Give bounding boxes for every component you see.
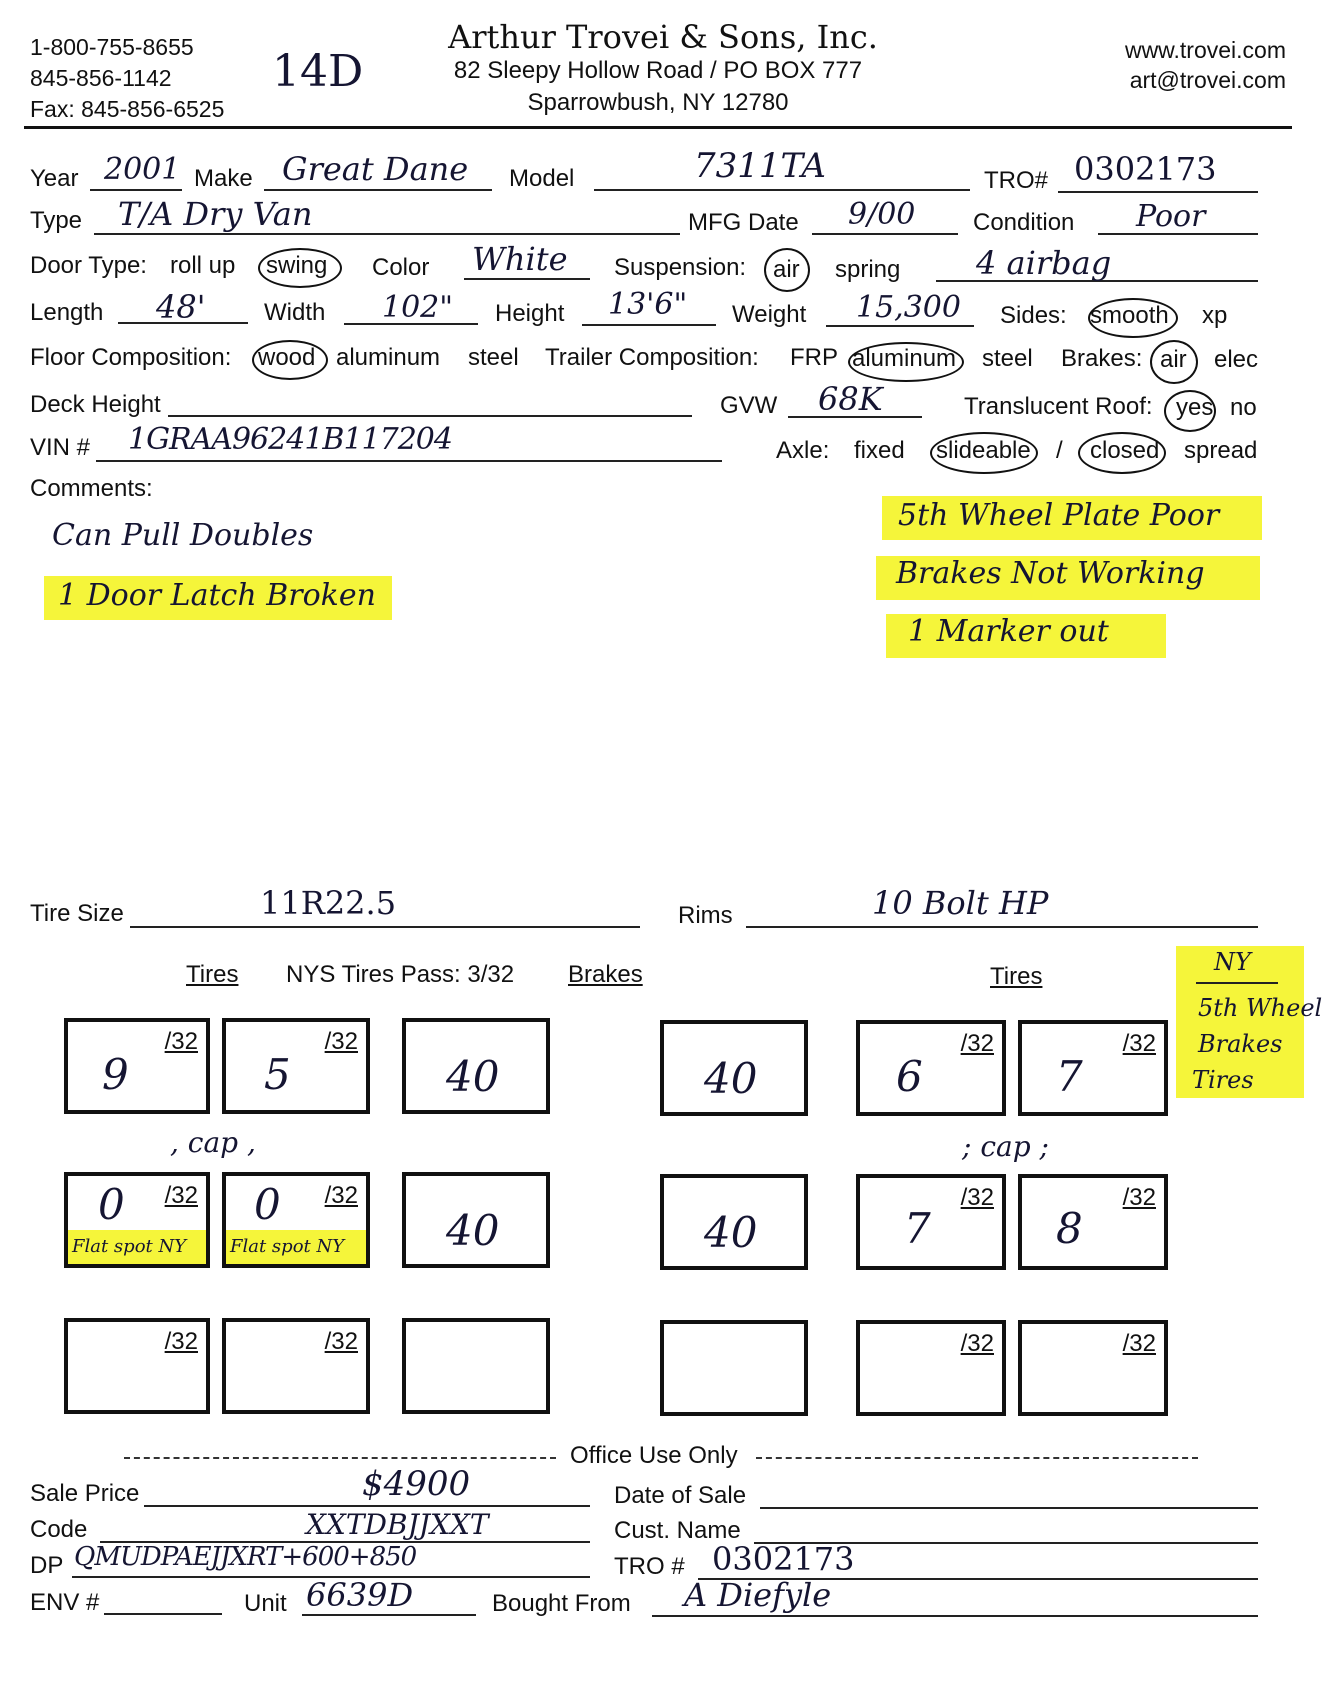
- fraction-label: /32: [960, 1030, 994, 1057]
- tro-label: TRO#: [984, 167, 1049, 194]
- trailer-aluminum-circle: [848, 342, 964, 382]
- type-label: Type: [30, 207, 83, 234]
- tire-size-value[interactable]: 11R22.5: [260, 884, 397, 922]
- brake-value: 40: [704, 1054, 758, 1103]
- brakes-label: Brakes:: [1061, 345, 1143, 372]
- dp-label: DP: [30, 1552, 64, 1579]
- tires-right-column-header: Tires: [990, 963, 1043, 990]
- suspension-air-circle: [764, 248, 810, 292]
- floor-option-aluminum[interactable]: aluminum: [336, 344, 441, 371]
- flat-spot-note[interactable]: Flat spot NY: [230, 1236, 345, 1257]
- tire-box-r1-lt1[interactable]: [64, 1018, 210, 1114]
- header-divider: [24, 126, 1292, 129]
- fraction-label: /32: [1122, 1030, 1156, 1057]
- nys-tires-pass: NYS Tires Pass: 3/32: [286, 961, 515, 988]
- dp-value[interactable]: QMUDPAEJJXRT+600+850: [74, 1542, 417, 1572]
- axle-slash: /: [1056, 437, 1063, 464]
- suspension-option-air[interactable]: air: [773, 256, 800, 283]
- comment-right-2[interactable]: Brakes Not Working: [896, 556, 1205, 591]
- comment-right-3[interactable]: 1 Marker out: [908, 614, 1109, 649]
- side-note-2[interactable]: 5th Wheel: [1198, 994, 1323, 1022]
- office-divider-left: [124, 1457, 556, 1459]
- comments-label: Comments:: [30, 475, 153, 502]
- sides-option-xp[interactable]: xp: [1202, 302, 1228, 329]
- comment-left-1[interactable]: Can Pull Doubles: [52, 518, 314, 553]
- width-value[interactable]: 102": [382, 290, 454, 325]
- phone-2: 845-856-1142: [30, 65, 172, 91]
- suspension-option-spring[interactable]: spring: [835, 256, 901, 283]
- tire-box-r2-rt2[interactable]: [1018, 1174, 1168, 1270]
- suspension-label: Suspension:: [614, 254, 747, 281]
- brake-value: 40: [446, 1206, 500, 1255]
- brake-box-r3-right[interactable]: [660, 1320, 808, 1416]
- brakes-air-circle: [1150, 340, 1198, 384]
- fraction-label: /32: [324, 1328, 358, 1355]
- unit-line: [302, 1614, 476, 1616]
- model-label: Model: [509, 165, 575, 192]
- company-address-2: Sparrowbush, NY 12780: [527, 89, 789, 116]
- axle-closed-circle: [1078, 432, 1166, 474]
- model-value[interactable]: 7311TA: [694, 146, 826, 186]
- trailer-comp-aluminum[interactable]: aluminum: [852, 345, 957, 372]
- tire-depth-value: 7: [904, 1204, 931, 1253]
- tire-box-r3-rt2[interactable]: [1018, 1320, 1168, 1416]
- office-title: Office Use Only: [570, 1442, 738, 1469]
- tire-depth-value: 7: [1056, 1052, 1083, 1101]
- phone-1: 1-800-755-8655: [30, 34, 194, 60]
- height-value[interactable]: 13'6": [608, 287, 688, 322]
- tire-box-r1-rt1[interactable]: [856, 1020, 1006, 1116]
- roof-option-yes[interactable]: yes: [1176, 394, 1214, 421]
- year-line: [90, 189, 182, 191]
- tire-depth-value: 0: [98, 1180, 125, 1229]
- width-label: Width: [264, 299, 326, 326]
- axle-option-closed[interactable]: closed: [1090, 437, 1160, 464]
- fraction-label: /32: [164, 1182, 198, 1209]
- unit-value[interactable]: 6639D: [306, 1576, 414, 1614]
- sides-smooth-circle: [1088, 298, 1178, 338]
- year-label: Year: [30, 165, 79, 192]
- deck-height-line: [168, 415, 692, 417]
- gvw-label: GVW: [720, 392, 778, 419]
- tire-depth-value: 9: [102, 1050, 129, 1099]
- fax: Fax: 845-856-6525: [30, 96, 225, 122]
- flat-spot-note[interactable]: Flat spot NY: [72, 1236, 187, 1257]
- side-note-4[interactable]: Tires: [1192, 1066, 1254, 1094]
- type-value[interactable]: T/A Dry Van: [118, 195, 313, 233]
- tire-depth-value: 0: [254, 1180, 281, 1229]
- axle-option-spread[interactable]: spread: [1184, 437, 1258, 464]
- height-line: [582, 324, 716, 326]
- rims-label: Rims: [678, 902, 733, 929]
- floor-label: Floor Composition:: [30, 344, 232, 371]
- tire-size-label: Tire Size: [30, 900, 124, 927]
- comment-right-1[interactable]: 5th Wheel Plate Poor: [898, 498, 1220, 533]
- email-link[interactable]: art@trovei.com: [1129, 67, 1286, 93]
- unit-label: Unit: [244, 1590, 287, 1617]
- tro-value[interactable]: 0302173: [1074, 150, 1217, 188]
- date-of-sale-line: [760, 1507, 1258, 1509]
- brake-box-r3-left[interactable]: [402, 1318, 550, 1414]
- brakes-option-elec[interactable]: elec: [1214, 346, 1259, 373]
- weight-value[interactable]: 15,300: [856, 290, 961, 325]
- mfg-date-line: [812, 233, 958, 235]
- brake-box-r1-right[interactable]: [660, 1020, 808, 1116]
- company-address-1: 82 Sleepy Hollow Road / PO BOX 777: [453, 57, 863, 84]
- trailer-comp-label: Trailer Composition:: [545, 344, 759, 371]
- cap-note-right[interactable]: ; cap ;: [962, 1130, 1049, 1163]
- cust-name-label: Cust. Name: [614, 1517, 741, 1544]
- height-label: Height: [495, 300, 565, 327]
- rims-value[interactable]: 10 Bolt HP: [872, 884, 1049, 922]
- office-tro-value[interactable]: 0302173: [712, 1540, 855, 1578]
- website-link[interactable]: www.trovei.com: [1124, 37, 1286, 63]
- brakes-column-header: Brakes: [568, 961, 643, 988]
- sale-price-label: Sale Price: [30, 1480, 140, 1507]
- axle-option-fixed[interactable]: fixed: [854, 437, 905, 464]
- side-note-1[interactable]: NY: [1214, 948, 1251, 976]
- roof-option-no[interactable]: no: [1230, 394, 1257, 421]
- office-divider-right: [756, 1457, 1198, 1459]
- door-type-label: Door Type:: [30, 252, 147, 279]
- suspension-value[interactable]: 4 airbag: [976, 244, 1112, 282]
- brakes-option-air[interactable]: air: [1160, 346, 1187, 373]
- model-line: [594, 189, 970, 191]
- length-label: Length: [30, 299, 104, 326]
- color-value[interactable]: White: [472, 240, 568, 278]
- brake-value: 40: [704, 1208, 758, 1257]
- sale-price-line: [144, 1505, 590, 1507]
- door-option-swing[interactable]: swing: [266, 252, 328, 279]
- floor-option-steel[interactable]: steel: [468, 344, 519, 371]
- tire-depth-value: 5: [264, 1050, 291, 1099]
- length-value[interactable]: 48': [156, 288, 206, 326]
- sides-label: Sides:: [1000, 302, 1067, 329]
- tire-box-r2-rt1[interactable]: [856, 1174, 1006, 1270]
- condition-value[interactable]: Poor: [1136, 199, 1206, 234]
- weight-line: [826, 325, 974, 327]
- fraction-label: /32: [960, 1184, 994, 1211]
- company-name: Arthur Trovei & Sons, Inc.: [448, 18, 878, 56]
- axle-slideable-circle: [930, 432, 1038, 474]
- tire-box-r3-lt1[interactable]: [64, 1318, 210, 1414]
- brake-box-r1-left[interactable]: [402, 1018, 550, 1114]
- door-option-roll-up[interactable]: roll up: [170, 252, 236, 279]
- tire-box-r2-lt1[interactable]: [64, 1172, 210, 1268]
- vin-label: VIN #: [30, 434, 91, 461]
- gvw-value[interactable]: 68K: [818, 380, 883, 418]
- side-note-underline: [1196, 982, 1278, 984]
- bought-from-value[interactable]: A Diefyle: [684, 1576, 832, 1614]
- date-of-sale-label: Date of Sale: [614, 1482, 747, 1509]
- fraction-label: /32: [324, 1182, 358, 1209]
- make-label: Make: [194, 165, 253, 192]
- tire-box-r3-lt2[interactable]: [222, 1318, 370, 1414]
- make-value[interactable]: Great Dane: [282, 150, 469, 188]
- fraction-label: /32: [324, 1028, 358, 1055]
- comment-left-2[interactable]: 1 Door Latch Broken: [58, 578, 376, 613]
- office-tro-label: TRO #: [614, 1553, 685, 1580]
- condition-label: Condition: [973, 209, 1075, 236]
- weight-label: Weight: [732, 301, 807, 328]
- roof-yes-circle: [1164, 390, 1216, 432]
- make-line: [264, 189, 492, 191]
- brake-box-r2-right[interactable]: [660, 1174, 808, 1270]
- fraction-label: /32: [164, 1328, 198, 1355]
- tro-line: [1058, 191, 1258, 193]
- type-line: [94, 233, 680, 235]
- side-note-3[interactable]: Brakes: [1198, 1030, 1283, 1058]
- fraction-label: /32: [960, 1330, 994, 1357]
- axle-label: Axle:: [776, 437, 830, 464]
- color-label: Color: [372, 254, 430, 281]
- mfg-date-label: MFG Date: [688, 209, 799, 236]
- fraction-label: /32: [1122, 1184, 1156, 1211]
- tire-size-line: [130, 926, 640, 928]
- tire-depth-value: 6: [896, 1052, 923, 1101]
- floor-option-wood[interactable]: wood: [258, 344, 316, 371]
- sides-option-smooth[interactable]: smooth: [1090, 302, 1169, 329]
- trailer-comp-frp[interactable]: FRP: [790, 344, 838, 371]
- color-line: [464, 278, 590, 280]
- floor-wood-circle: [252, 340, 328, 380]
- brake-value: 40: [446, 1052, 500, 1101]
- tire-box-r2-lt2[interactable]: [222, 1172, 370, 1268]
- door-swing-circle: [258, 248, 342, 288]
- year-value[interactable]: 2001: [104, 152, 181, 187]
- mfg-date-value[interactable]: 9/00: [848, 197, 916, 232]
- code-value[interactable]: XXTDBJJXXT: [306, 1508, 489, 1541]
- fraction-label: /32: [1122, 1330, 1156, 1357]
- brake-box-r2-left[interactable]: [402, 1172, 550, 1268]
- tire-box-r3-rt1[interactable]: [856, 1320, 1006, 1416]
- roof-label: Translucent Roof:: [964, 393, 1153, 420]
- env-label: ENV #: [30, 1589, 100, 1616]
- vin-value[interactable]: 1GRAA96241B117204: [128, 422, 452, 457]
- env-line: [104, 1613, 222, 1615]
- deck-height-label: Deck Height: [30, 391, 161, 418]
- tire-depth-value: 8: [1056, 1204, 1083, 1253]
- code-label: Code: [30, 1516, 88, 1543]
- axle-option-slideable[interactable]: slideable: [936, 437, 1031, 464]
- bought-from-label: Bought From: [492, 1590, 631, 1617]
- tire-box-r1-rt2[interactable]: [1018, 1020, 1168, 1116]
- trailer-comp-steel[interactable]: steel: [982, 345, 1033, 372]
- fraction-label: /32: [164, 1028, 198, 1055]
- vin-line: [96, 460, 722, 462]
- cap-note-left[interactable]: , cap ,: [170, 1126, 256, 1159]
- tire-box-r1-lt2[interactable]: [222, 1018, 370, 1114]
- stock-note: 14D: [272, 46, 364, 97]
- rims-line: [746, 926, 1258, 928]
- bought-from-line: [652, 1615, 1258, 1617]
- sale-price-value[interactable]: $4900: [362, 1464, 471, 1504]
- tires-column-header: Tires: [186, 961, 239, 988]
